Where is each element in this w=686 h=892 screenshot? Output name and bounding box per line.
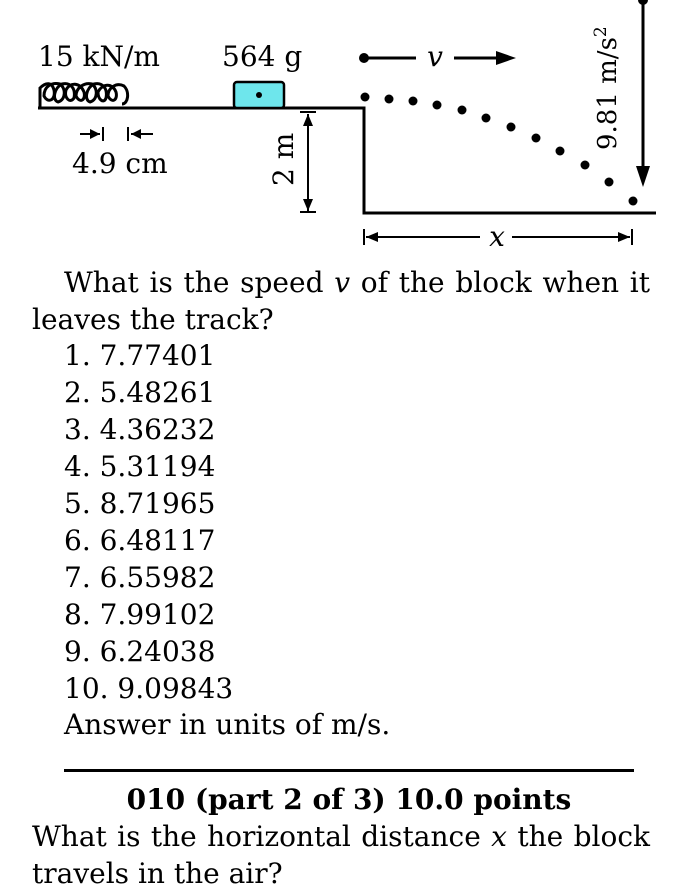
spring-constant-label: 15 kN/m xyxy=(38,40,160,73)
answer-option[interactable]: 10. 9.09843 xyxy=(64,672,234,705)
gravity-label: 9.81 $m/s^2$ xyxy=(591,26,623,150)
block-center-dot xyxy=(256,92,262,98)
answer-option[interactable]: 4. 5.31194 xyxy=(64,450,216,483)
velocity-label: v xyxy=(427,40,443,73)
height-dimension xyxy=(300,112,316,212)
spring xyxy=(40,84,128,109)
question-2: What is the horizontal distance x the block travels in the air? xyxy=(32,820,650,890)
answer-option[interactable]: 5. 8.71965 xyxy=(64,487,216,520)
answer-units: Answer in units of m/s. xyxy=(64,708,391,741)
physics-diagram xyxy=(0,0,686,262)
gravity-arrow xyxy=(636,0,650,187)
distance-variable: x xyxy=(491,820,507,853)
compression-label: 4.9 cm xyxy=(72,147,168,180)
speed-variable: v xyxy=(334,266,351,299)
answer-option[interactable]: 9. 6.24038 xyxy=(64,635,216,668)
height-label: 2 m xyxy=(267,132,300,186)
answer-option[interactable]: 8. 7.99102 xyxy=(64,598,216,631)
answer-option[interactable]: 3. 4.36232 xyxy=(64,413,216,446)
section-divider xyxy=(64,769,634,772)
answer-option[interactable]: 7. 6.55982 xyxy=(64,561,216,594)
distance-label: x xyxy=(489,220,505,253)
part-2-header: 010 (part 2 of 3) 10.0 points xyxy=(126,783,572,816)
answer-option[interactable]: 2. 5.48261 xyxy=(64,376,216,409)
question-1: What is the speed v of the block when it leaves the track? xyxy=(32,266,650,336)
answer-option[interactable]: 1. 7.77401 xyxy=(64,339,216,372)
answer-options xyxy=(64,337,233,707)
compression-dimension xyxy=(80,127,153,141)
block-mass-label: 564 g xyxy=(222,40,303,73)
answer-option[interactable]: 6. 6.48117 xyxy=(64,524,216,557)
